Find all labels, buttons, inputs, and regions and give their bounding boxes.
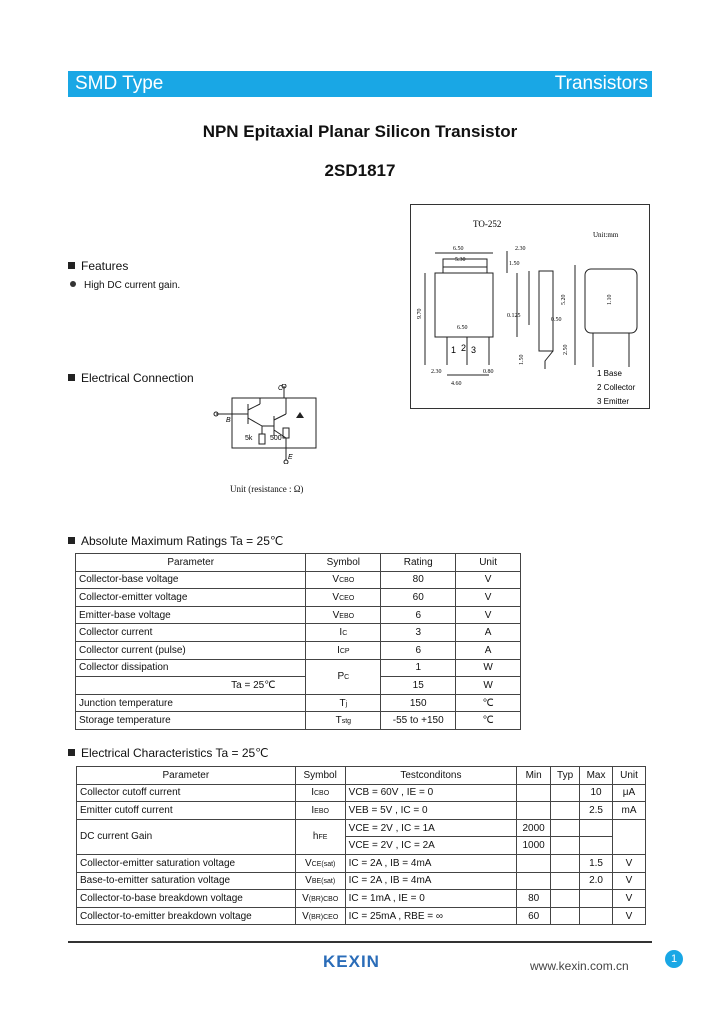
svg-text:5k: 5k: [245, 435, 253, 442]
svg-text:1.50: 1.50: [519, 354, 525, 365]
table-row: Junction temperature Tj 150 ℃: [76, 694, 521, 712]
pin-3-label: 3 Emitter: [597, 397, 630, 406]
document-title: NPN Epitaxial Planar Silicon Transistor: [202, 122, 518, 141]
svg-text:1.50: 1.50: [509, 261, 520, 267]
table-header-row: Parameter Symbol Rating Unit: [76, 554, 521, 572]
svg-text:1: 1: [451, 345, 457, 355]
table-row: Emitter-base voltage VEBO 6 V: [76, 606, 521, 624]
header-bar: [68, 71, 652, 97]
svg-text:5.30: 5.30: [455, 257, 466, 263]
svg-text:1.10: 1.10: [607, 294, 613, 305]
svg-text:C: C: [278, 385, 284, 392]
header-category: SMD Type: [75, 73, 164, 94]
kexin-logo: KEXIN: [323, 952, 380, 971]
feature-item: High DC current gain.: [70, 280, 180, 291]
table-row: Collector dissipation PC 1 W: [76, 659, 521, 677]
square-bullet-icon: [68, 749, 75, 756]
square-bullet-icon: [68, 537, 75, 544]
unit-note: Unit (resistance : Ω): [230, 484, 304, 494]
connection-heading: Electrical Connection: [68, 371, 194, 385]
table-row: Collector-to-base breakdown voltage V(BR)CBO IC = 1mA , IE = 0 80 V: [77, 890, 646, 908]
svg-text:2.30: 2.30: [515, 246, 526, 252]
part-number: 2SD1817: [324, 161, 396, 180]
abs-max-heading: Absolute Maximum Ratings Ta = 25℃: [68, 534, 283, 548]
svg-text:500: 500: [270, 435, 282, 442]
square-bullet-icon: [68, 262, 75, 269]
elec-char-table: [76, 766, 646, 925]
features-heading: Features: [68, 259, 128, 273]
table-row: Collector current IC 3 A: [76, 624, 521, 642]
package-drawing: [410, 204, 650, 409]
table-row: Collector-base voltage VCBO 80 V: [76, 571, 521, 589]
svg-text:3: 3: [471, 345, 477, 355]
table-row: Storage temperature Tstg -55 to +150 ℃: [76, 712, 521, 730]
to252-outline: [411, 205, 651, 410]
footer-divider: [68, 941, 652, 943]
circle-bullet-icon: [70, 281, 76, 287]
svg-text:2.30: 2.30: [431, 369, 442, 375]
table-row: Emitter cutoff current IEBO VEB = 5V , IC = 0 2.5 mA: [77, 802, 646, 820]
elec-heading: Electrical Characteristics Ta = 25℃: [68, 746, 269, 760]
svg-text:2: 2: [461, 343, 467, 353]
svg-text:0.125: 0.125: [507, 313, 521, 319]
header-type: Transistors: [554, 73, 648, 94]
website-link[interactable]: www.kexin.com.cn: [530, 959, 629, 973]
abs-max-table: [75, 553, 521, 730]
table-row: Ta = 25℃ 15 W: [76, 677, 521, 695]
svg-text:2.50: 2.50: [563, 344, 569, 355]
table-row: Collector cutoff current ICBO VCB = 60V , IE = 0 10 μA: [77, 784, 646, 802]
svg-text:E: E: [288, 454, 293, 461]
svg-text:6.50: 6.50: [453, 246, 464, 252]
svg-text:4.60: 4.60: [451, 381, 462, 387]
svg-text:0.50: 0.50: [551, 317, 562, 323]
table-row: VCE = 2V , IC = 2A 1000: [77, 837, 646, 855]
table-row: Collector-emitter voltage VCEO 60 V: [76, 589, 521, 607]
square-bullet-icon: [68, 374, 75, 381]
table-row: Collector current (pulse) ICP 6 A: [76, 641, 521, 659]
pin-1-label: 1 Base: [597, 369, 622, 378]
svg-text:0.80: 0.80: [483, 369, 494, 375]
svg-text:5.20: 5.20: [561, 294, 567, 305]
svg-text:B: B: [226, 417, 231, 424]
table-row: DC current Gain hFE VCE = 2V , IC = 1A 2000: [77, 819, 646, 837]
svg-text:6.50: 6.50: [457, 325, 468, 331]
table-row: Collector-emitter saturation voltage VCE(sat) IC = 2A , IB = 4mA 1.5 V: [77, 854, 646, 872]
svg-text:9.70: 9.70: [417, 308, 423, 319]
table-row: Base-to-emitter saturation voltage VBE(sat) IC = 2A , IB = 4mA 2.0 V: [77, 872, 646, 890]
pin-2-label: 2 Collector: [597, 383, 636, 392]
svg-text:TO-252: TO-252: [473, 219, 502, 229]
svg-text:Unit:mm: Unit:mm: [593, 231, 619, 239]
table-row: Collector-to-emitter breakdown voltage V(BR)CEO IC = 25mA , RBE = ∞ 60 V: [77, 907, 646, 925]
table-header-row: Parameter Symbol Testconditons Min Typ Max Unit: [77, 767, 646, 785]
darlington-circuit-diagram: [212, 384, 322, 464]
page-number: 1: [665, 950, 683, 968]
